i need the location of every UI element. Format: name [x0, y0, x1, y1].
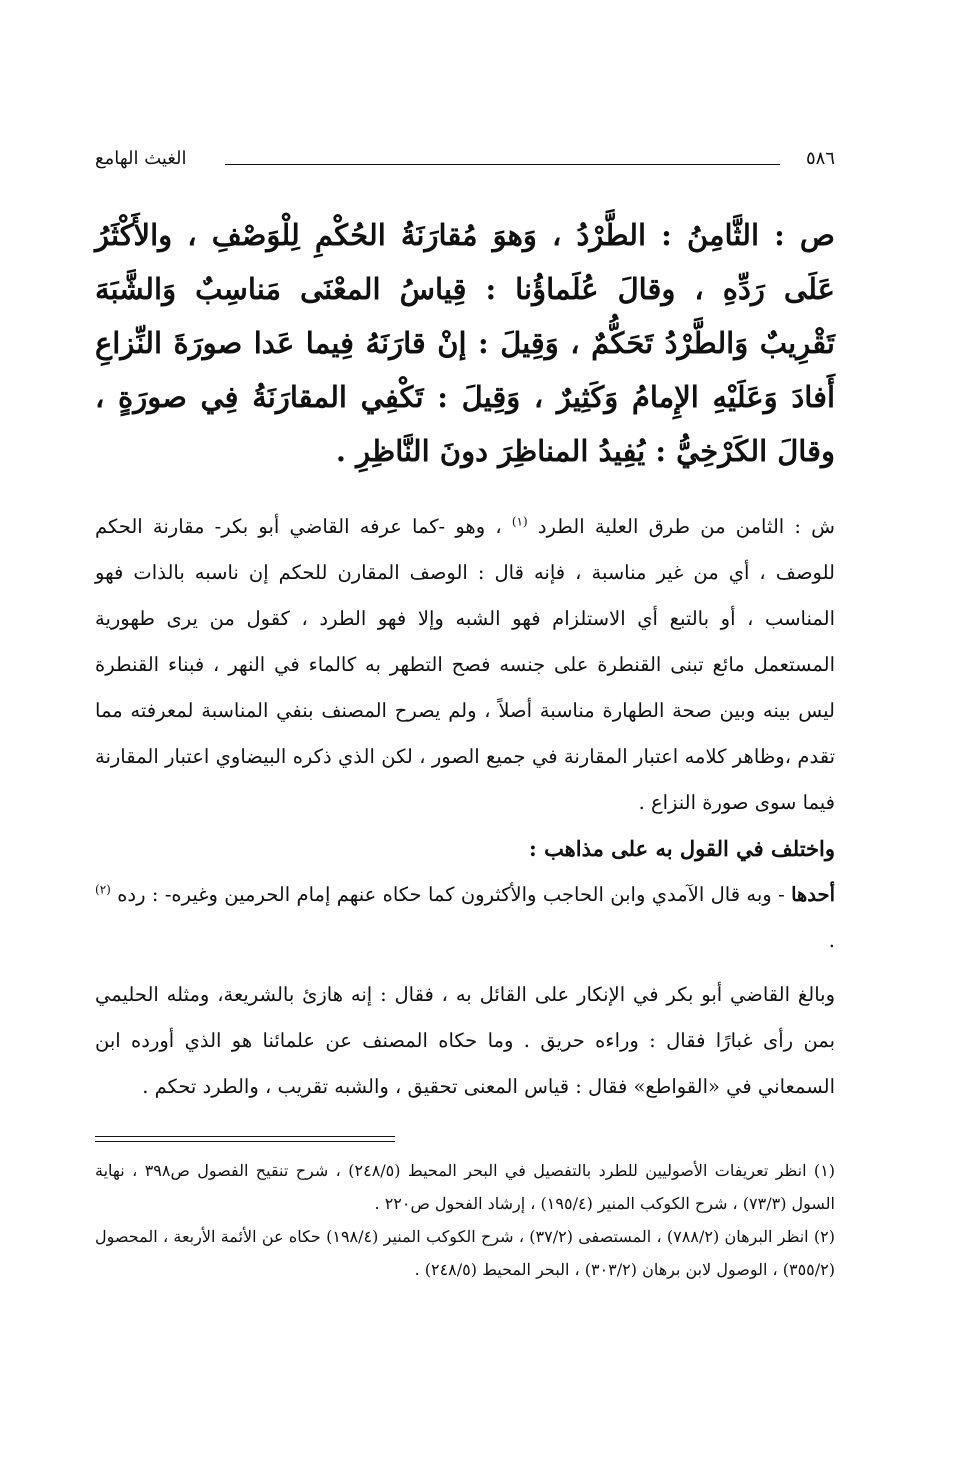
commentary-p1-start: ش : الثامن من طرق العلية الطرد — [537, 515, 835, 538]
footnote-1: (١) انظر تعريفات الأصوليين للطرد بالتفصيل في البحر المحيط (٢٤٨/٥) ، شرح تنقيح الفصول ص٣٩٨ ، نهاية السول (٧٣/٣) ، شرح الكوكب المنير (١٩٥/٤) ، إرشاد الفحول ص٢٢٠ . — [95, 1161, 836, 1213]
footnote-ref-2[interactable]: (٢) — [95, 882, 111, 897]
opinion-label: أحدها — [791, 883, 835, 906]
commentary-paragraph-2 — [95, 872, 835, 964]
running-header — [95, 140, 835, 180]
commentary-paragraph-1 — [95, 504, 835, 826]
page-number: ٥٨٦ — [805, 148, 835, 169]
section-heading: واختلف في القول به على مذاهب : — [529, 836, 835, 861]
matn-text: ص : الثَّامِنُ : الطَّرْدُ ، وَهوَ مُقارَنَةُ الحُكْمِ لِلْوَصْفِ ، والأَكْثَرُ عَلَى رَدِّهِ ، وقالَ عُلَماؤُنا : قِياسُ المعْنَى مَناسِبٌ وَالشَّبَهَ تَقْرِيبٌ وَالطَّرْدُ تَحَكُّمٌ ، وَقِيلَ : إنْ قارَنَهُ فِيما عَدا صورَةَ النِّزاعِ أَفادَ وَعَلَيْهِ الإِمامُ وَكَثِيرٌ ، وَقِيلَ : تَكْفِي المقارَنَةُ فِي صورَةٍ ، وقالَ الكَرْخِيُّ : يُفِيدُ المناظِرَ دونَ النَّاظِرِ . — [95, 218, 835, 468]
footnote-ref-1[interactable]: (١) — [511, 514, 528, 529]
page — [95, 140, 835, 1286]
footnote-2: (٢) انظر البرهان (٧٨٨/٢) ، المستصفى (٣٧/٢) ، شرح الكوكب المنير (١٩٨/٤) حكاه عن الأئمة الأربعة ، المحصول (٣٥٥/٢) ، الوصول لابن برهان (٣٠٣/٢) ، البحر المحيط (٢٤٨/٥) . — [95, 1227, 835, 1279]
header-rule — [225, 164, 780, 165]
commentary-paragraph-3: وبالغ القاضي أبو بكر في الإنكار على القائل به ، فقال : إنه هازئ بالشريعة، ومثله الحليمي بمن رأى غبارًا فقال : وراءه حريق . وما حكاه المصنف عن علمائنا هو الذي أورده ابن السمعاني في «القواطع» فقال : قياس المعنى تحقيق ، والشبه تقريب ، والطرد تحكم . — [95, 983, 835, 1098]
footnotes — [95, 1154, 835, 1286]
commentary-p1-rest: ، وهو -كما عرفه القاضي أبو بكر- مقارنة الحكم للوصف ، أي من غير مناسبة ، فإنه قال : الوصف المقارن للحكم إن ناسبه بالذات فهو المناسب ، أو بالتبع أي الاستلزام فهو الشبه وإلا فهو الطرد ، كقول من يرى طهورية المستعمل مائع تبنى القنطرة على جنسه فصح التطهر به كالماء في النهر ، فبناء القنطرة ليس بينه وبين صحة الطهارة مناسبة أصلاً ، ولم يصرح المصنف بنفي المناسبة لمعرفته مما تقدم ،وظاهر كلامه اعتبار المقارنة في جميع الصور ، لكن الذي ذكره البيضاوي اعتبار المقارنة فيما سوى صورة النزاع . — [95, 515, 835, 814]
commentary-p2-text: - وبه قال الآمدي وابن الحاجب والأكثرون كما حكاه عنهم إمام الحرمين وغيره- : رده — [117, 883, 785, 906]
commentary-p2-end: . — [828, 929, 835, 952]
commentary — [95, 504, 835, 1110]
footnote-separator — [95, 1136, 395, 1142]
book-title: الغيث الهامع — [95, 148, 187, 169]
